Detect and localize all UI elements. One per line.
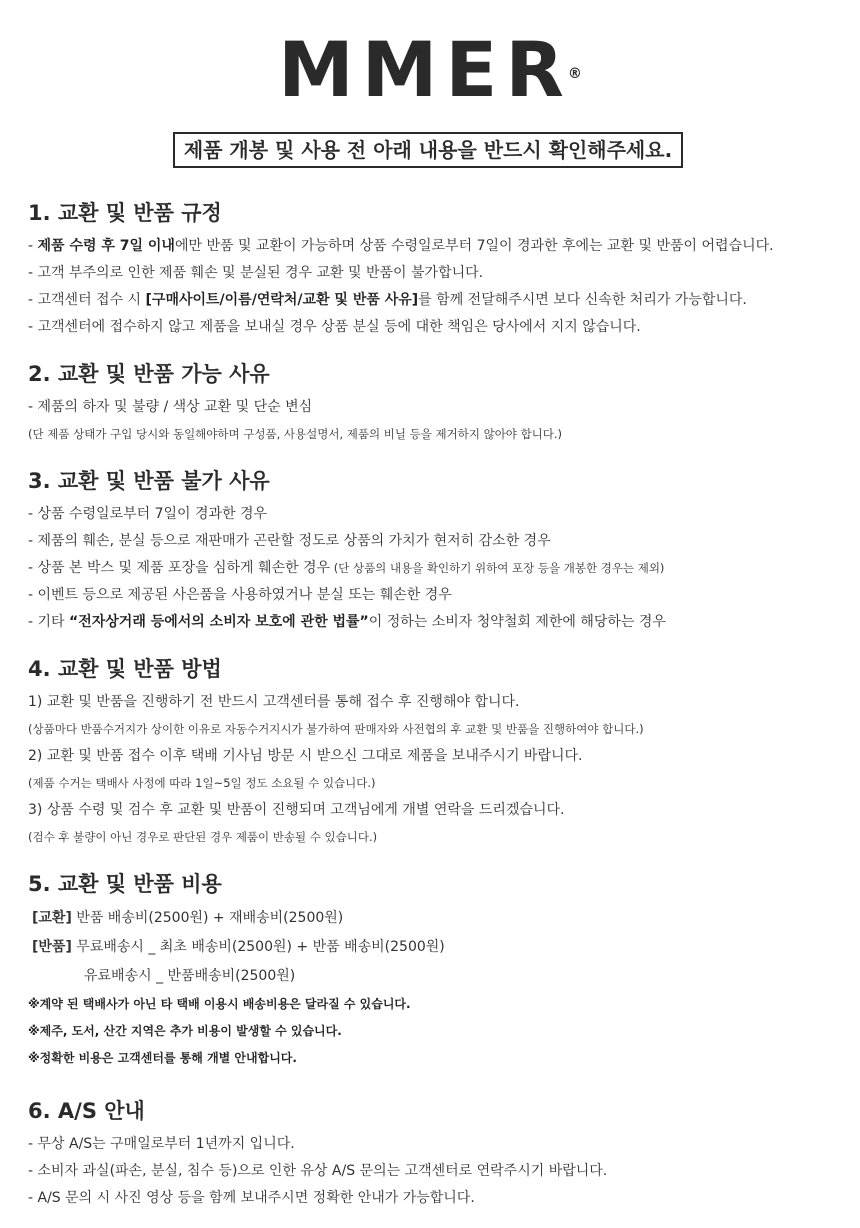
policy-line: - 상품 수령일로부터 7일이 경과한 경우 xyxy=(28,506,268,522)
section-title: 5. 교환 및 반품 비용 xyxy=(28,872,222,896)
policy-line: 1) 교환 및 반품을 진행하기 전 반드시 고객센터를 통해 접수 후 진행해야 합니다. xyxy=(28,694,520,710)
policy-note: (단 제품 상태가 구입 당시와 동일해야하며 구성품, 사용설명서, 제품의 비닐 등을 제거하지 않아야 합니다.) xyxy=(28,427,563,441)
return-cost-free: [반품] 무료배송시 _ 최초 배송비(2500원) + 반품 배송비(2500원) xyxy=(32,939,445,955)
brand-logo-text: MMER xyxy=(278,25,572,114)
policy-line: - A/S 문의 시 사진 영상 등을 함께 보내주시면 정확한 안내가 가능합니다. xyxy=(28,1190,475,1206)
policy-line: - 제품의 하자 및 불량 / 색상 교환 및 단순 변심 xyxy=(28,399,313,415)
policy-note: (상품마다 반품수거지가 상이한 이유로 자동수거지시가 불가하여 판매자와 사전협의 후 교환 및 반품을 진행하여야 합니다.) xyxy=(28,722,644,736)
section-eligible-reasons xyxy=(28,357,848,448)
section-ineligible-reasons xyxy=(28,464,848,636)
policy-note: (검수 후 불량이 아닌 경우로 판단된 경우 제품이 반송될 수 있습니다.) xyxy=(28,830,378,844)
return-cost-paid: 유료배송시 _ 반품배송비(2500원) xyxy=(84,968,296,984)
exchange-cost: [교환] 반품 배송비(2500원) + 재배송비(2500원) xyxy=(32,910,344,926)
section-return-cost xyxy=(28,867,848,1072)
cost-warning: ※정확한 비용은 고객센터를 통해 개별 안내합니다. xyxy=(28,1051,297,1065)
policy-note: (제품 수거는 택배사 사정에 따라 1일~5일 정도 소요될 수 있습니다.) xyxy=(28,776,376,790)
notice-banner: 제품 개봉 및 사용 전 아래 내용을 반드시 확인해주세요. xyxy=(173,132,683,168)
policy-line: - 소비자 과실(파손, 분실, 침수 등)으로 인한 유상 A/S 문의는 고객센터로 연락주시기 바랍니다. xyxy=(28,1163,608,1179)
policy-line: - 기타 “전자상거래 등에서의 소비자 보호에 관한 법률”이 정하는 소비자 청약철회 제한에 해당하는 경우 xyxy=(28,614,666,630)
section-as-info xyxy=(28,1094,848,1212)
registered-mark: ® xyxy=(567,66,582,82)
policy-line: 2) 교환 및 반품 접수 이후 택배 기사님 방문 시 받으신 그대로 제품을 보내주시기 바랍니다. xyxy=(28,748,583,764)
section-title: 2. 교환 및 반품 가능 사유 xyxy=(28,362,270,386)
cost-warning: ※제주, 도서, 산간 지역은 추가 비용이 발생할 수 있습니다. xyxy=(28,1024,342,1038)
policy-line: - 고객 부주의로 인한 제품 훼손 및 분실된 경우 교환 및 반품이 불가합니다. xyxy=(28,265,484,281)
section-title: 6. A/S 안내 xyxy=(28,1099,145,1123)
section-exchange-policy xyxy=(28,196,848,341)
policy-line: - 제품 수령 후 7일 이내에만 반품 및 교환이 가능하며 상품 수령일로부터 7일이 경과한 후에는 교환 및 반품이 어렵습니다. xyxy=(28,238,774,254)
section-title: 4. 교환 및 반품 방법 xyxy=(28,657,222,681)
policy-line: - 제품의 훼손, 분실 등으로 재판매가 곤란할 정도로 상품의 가치가 현저히 감소한 경우 xyxy=(28,533,551,549)
policy-line: - 고객센터에 접수하지 않고 제품을 보내실 경우 상품 분실 등에 대한 책임은 당사에서 지지 않습니다. xyxy=(28,319,641,335)
policy-line: - 상품 본 박스 및 제품 포장을 심하게 훼손한 경우 (단 상품의 내용을 확인하기 위하여 포장 등을 개봉한 경우는 제외) xyxy=(28,560,665,576)
policy-line: - 고객센터 접수 시 [구매사이트/이름/연락처/교환 및 반품 사유]를 함께 전달해주시면 보다 신속한 처리가 가능합니다. xyxy=(28,292,747,308)
section-title: 1. 교환 및 반품 규정 xyxy=(28,201,222,225)
cost-warning: ※계약 된 택배사가 아닌 타 택배 이용시 배송비용은 달라질 수 있습니다. xyxy=(28,997,411,1011)
policy-content xyxy=(28,196,848,1228)
section-return-method xyxy=(28,652,848,851)
policy-line: - 무상 A/S는 구매일로부터 1년까지 입니다. xyxy=(28,1136,295,1152)
section-title: 3. 교환 및 반품 불가 사유 xyxy=(28,469,270,493)
policy-line: 3) 상품 수령 및 검수 후 교환 및 반품이 진행되며 고객님에게 개별 연락을 드리겠습니다. xyxy=(28,802,565,818)
policy-line: - 이벤트 등으로 제공된 사은품을 사용하였거나 분실 또는 훼손한 경우 xyxy=(28,587,452,603)
brand-logo xyxy=(0,25,860,114)
